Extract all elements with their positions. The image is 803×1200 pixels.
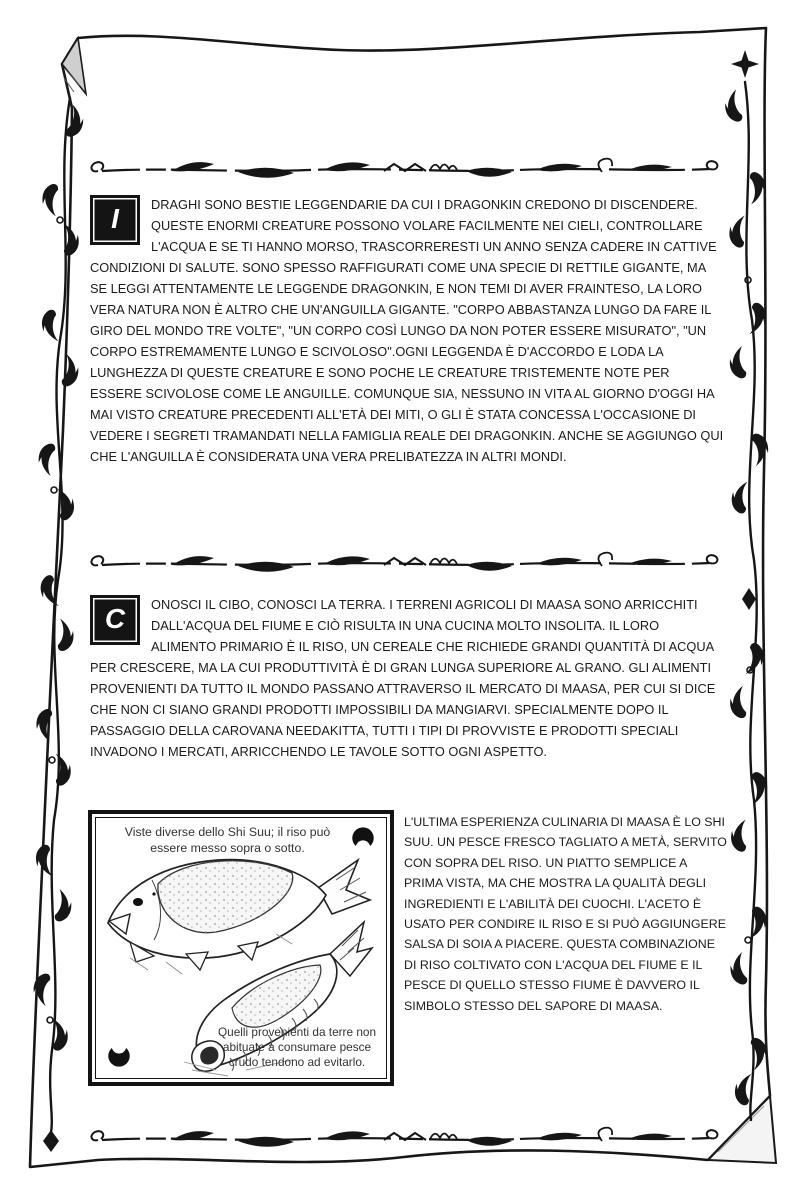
divider-ornament-top — [91, 159, 717, 178]
diamond-ornament — [43, 1130, 59, 1152]
section-food — [90, 594, 724, 762]
illustration-caption-bottom: Quelli provenienti da terre non abituate a consumare pesce crudo tendono ad evitarlo. — [217, 1025, 377, 1069]
section-dragons — [90, 194, 724, 467]
folded-corner-bottom-right — [708, 1096, 776, 1163]
illustration-caption-top: Viste diverse dello Shi Suu; il riso può essere messo sopra o sotto. — [124, 825, 331, 855]
illustration-box — [88, 810, 394, 1086]
dropcap-initial-c — [90, 595, 140, 645]
dropcap-letter: C — [104, 603, 126, 634]
divider-ornament-bottom — [91, 1128, 717, 1147]
crescent-moon-icon — [349, 825, 377, 853]
dropcap-initial-i — [90, 195, 140, 245]
diamond-ornament — [742, 588, 756, 610]
section-dragons-text: DRAGHI SONO BESTIE LEGGENDARIE DA CUI I DRAGONKIN CREDONO DI DISCENDERE. QUESTE ENORMI CREATURE POSSONO VOLARE FACILMENTE NEI CIELI, CONTROLLARE L'ACQUA E SE TI HANNO MORSO, TRASCORRERESTI UN ANNO SENZA CADERE IN CATTIVE CONDIZIONI DI SALUTE. SONO SPESSO RAFFIGURATI COME UNA SPECIE DI RETTILE GIGANTE, MA SE LEGGI ATTENTAMENTE LE LEGGENDE DRAGONKIN, E NON TEMI DI AVER FRAINTESO, LA LORO VERA NATURA NON È ALTRO CHE UN'ANGUILLA GIGANTE. "CORPO ABBASTANZA LUNGO DA FARE IL GIRO DEL MONDO TRE VOLTE", "UN CORPO COSÌ LUNGO DA NON POTER ESSERE MISURATO", "UN CORPO ESTREMAMENTE LUNGO E SCIVOLOSO".OGNI LEGGENDA È D'ACCORDO E LODA LA LUNGHEZZA DI QUESTE CREATURE E SONO POCHE LE CREATURE TRISTEMENTE NOTE PER ESSERE SCIVOLOSE COME LE ANGUILLE. COMUNQUE SIA, NESSUNO IN VITA AL GIORNO D'OGGI HA MAI VISTO CREATURE PRECEDENTI ALL'ETÀ DEI MITI, O GLI È STATA CONCESSA L'OCCASIONE DI VEDERE I SEGRETI TRAMANDATI NELLA FAMIGLIA REALE DEI DRAGONKIN. ANCHE SE AGGIUNGO QUI CHE L'ANGUILLA È CONSIDERATA UNA VERA PRELIBATEZZA IN ALTRI MONDI. — [90, 197, 724, 464]
divider-ornament-middle — [91, 553, 717, 572]
section-food-text: ONOSCI IL CIBO, CONOSCI LA TERRA. I TERRENI AGRICOLI DI MAASA SONO ARRICCHITI DALL'ACQUA DEL FIUME E CIÒ RISULTA IN UNA CUCINA MOLTO INSOLITA. IL LORO ALIMENTO PRIMARIO È IL RISO, UN CEREALE CHE RICHIEDE GRANDI QUANTITÀ DI ACQUA PER CRESCERE, MA LA CUI PRODUTTIVITÀ È DI GRAN LUNGA SUPERIORE AL GRANO. GLI ALIMENTI PROVENIENTI DA TUTTO IL MONDO PASSANO ATTRAVERSO IL MERCATO DI MAASA, PER CUI SI DICE CHE NON CI SIANO GRANDI PRODOTTI IMPOSSIBILI DA MANGIARVI. SPECIALMENTE DOPO IL PASSAGGIO DELLA CAROVANA NEEDAKITTA, TUTTI I TIPI DI PROVVISTE E PRODOTTI SPECIALI INVADONO I MERCATI, ARRICCHENDO LE TAVOLE SOTTO OGNI ASPETTO. — [90, 597, 716, 759]
section-shisuu-text: L'ULTIMA ESPERIENZA CULINARIA DI MAASA È LO SHI SUU. UN PESCE FRESCO TAGLIATO A METÀ, SERVITO CON SOPRA DEL RISO. UN PIATTO SEMPLICE A PRIMA VISTA, MA CHE MOSTRA LA QUALITÀ DEGLI INGREDIENTI E L'ABILITÀ DEI CUOCHI. L'ACETO È USATO PER CONDIRE IL RISO E SI PUÒ AGGIUNGERE SALSA DI SOIA A PIACERE. QUESTA COMBINAZIONE DI RISO COLTIVATO CON L'ACQUA DEL FIUME E IL PESCE DI QUELLO STESSO FIUME È DAVVERO IL SIMBOLO STESSO DEL SAPORE DI MAASA. — [404, 815, 727, 1013]
illustration-box-inner — [95, 817, 387, 1079]
left-vine-ornament — [25, 98, 89, 1152]
star-ornament — [731, 50, 759, 78]
crescent-moon-icon — [105, 1041, 133, 1069]
dropcap-letter: I — [111, 203, 119, 234]
